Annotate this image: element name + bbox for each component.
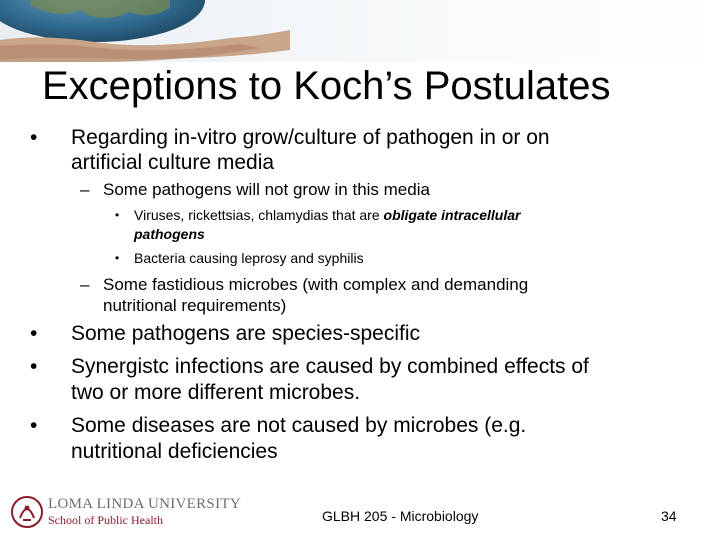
- bullet-3-text: Synergistc infections are caused by combined effects of: [71, 355, 589, 378]
- sub-bullet-marker: –: [80, 180, 90, 199]
- logo-university-name: LOMA LINDA UNIVERSITY: [48, 496, 241, 512]
- sub-bullet-marker: –: [80, 275, 90, 294]
- bullet-marker: •: [30, 322, 38, 345]
- bullet-4-text: Some diseases are not caused by microbes (e.g.: [71, 414, 527, 437]
- sub-bullet-1-text: Some pathogens will not grow in this media: [103, 180, 430, 199]
- sub-sub-bullet-2-text: Bacteria causing leprosy and syphilis: [134, 250, 364, 266]
- sub-sub-bullet-1-emphasis: obligate intracellular: [383, 207, 521, 223]
- bullet-2-text: Some pathogens are species-specific: [71, 322, 421, 345]
- slide-title: Exceptions to Koch’s Postulates: [42, 64, 611, 108]
- bullet-marker: •: [30, 414, 38, 437]
- university-seal-icon: [10, 494, 44, 530]
- sub-sub-bullet-1-plain: Viruses, rickettsias, chlamydias that are: [134, 207, 384, 223]
- header-globe-image: [0, 0, 720, 62]
- sub-sub-bullet-1-emphasis-cont: pathogens: [134, 226, 205, 242]
- bullet-4-text-cont: nutritional deficiencies: [71, 440, 278, 463]
- sub-bullet-2-text-cont: nutritional requirements): [103, 296, 287, 315]
- footer-course: GLBH 205 - Microbiology: [322, 508, 479, 524]
- logo-school-name: School of Public Health: [48, 513, 163, 527]
- bullet-1-text: Regarding in-vitro grow/culture of pathogen in or on: [71, 126, 550, 149]
- university-logo: [10, 494, 241, 530]
- page-number: 34: [661, 508, 677, 524]
- bullet-3-text-cont: two or more different microbes.: [71, 381, 361, 404]
- sub-sub-bullet-1-text: [134, 207, 520, 224]
- bullet-marker: •: [30, 126, 38, 149]
- sub-bullet-2-text: Some fastidious microbes (with complex and demanding: [103, 275, 529, 294]
- bullet-1-text-cont: artificial culture media: [71, 151, 275, 174]
- sub-sub-bullet-marker: •: [115, 251, 120, 265]
- bullet-marker: •: [30, 355, 38, 378]
- sub-sub-bullet-marker: •: [115, 208, 120, 222]
